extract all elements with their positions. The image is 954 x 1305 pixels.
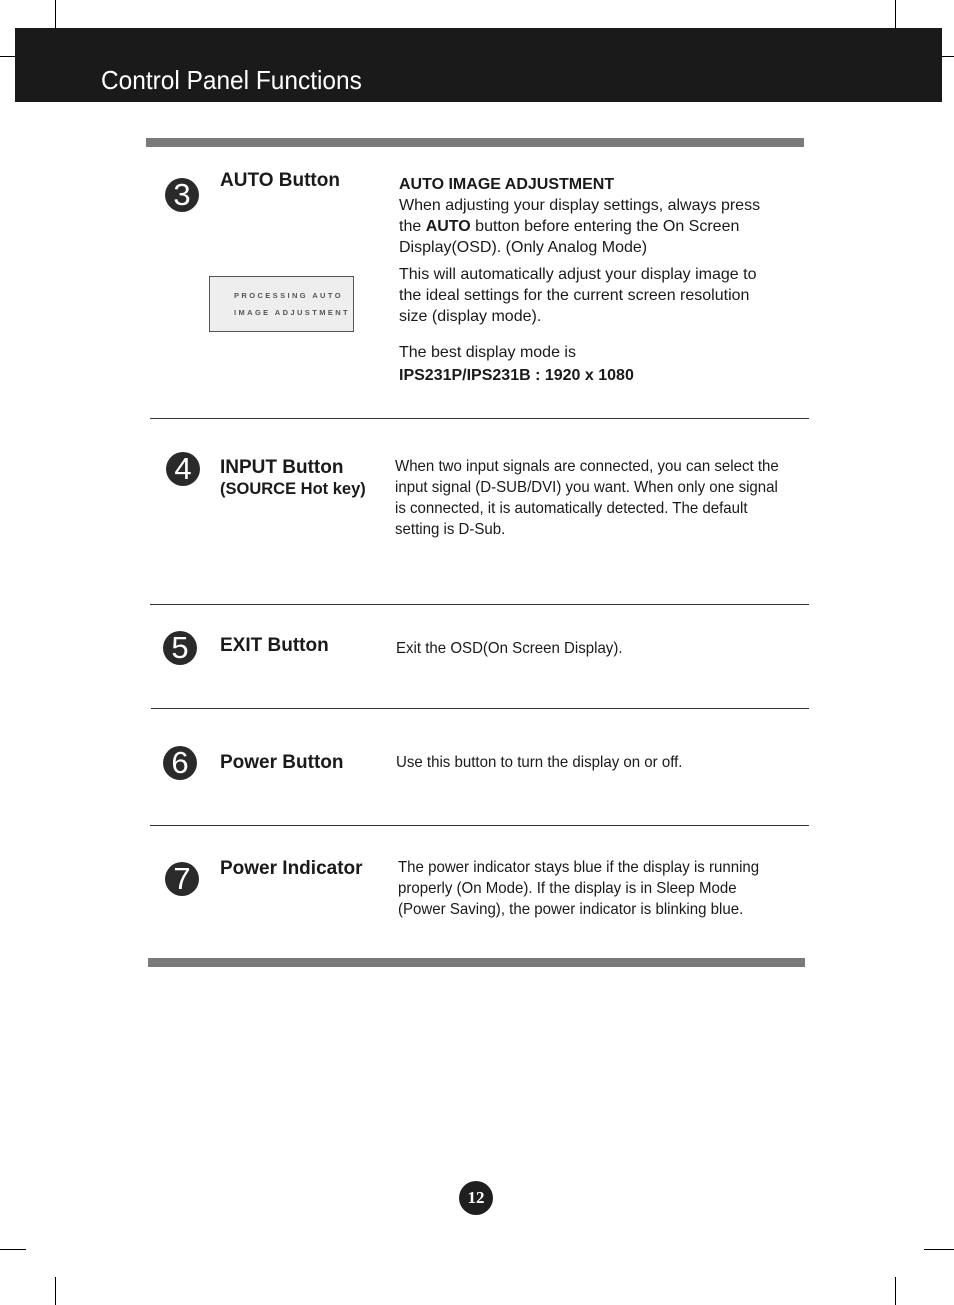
crop-mark	[0, 56, 15, 57]
power-indicator-label: Power Indicator	[220, 858, 363, 879]
page-number-badge: 12	[459, 1181, 493, 1215]
best-mode-value: IPS231P/IPS231B : 1920 x 1080	[399, 367, 634, 384]
item-number-3: 3	[165, 178, 199, 212]
exit-button-label: EXIT Button	[220, 635, 329, 656]
section-bottom-rule	[148, 958, 805, 967]
divider	[150, 604, 809, 605]
crop-mark	[940, 56, 954, 57]
crop-mark	[895, 0, 896, 28]
best-mode-label: The best display mode is	[399, 344, 576, 361]
crop-mark	[924, 1249, 954, 1250]
osd-line-2: IMAGE ADJUSTMENT	[234, 308, 351, 317]
crop-mark	[55, 0, 56, 28]
osd-line-1: PROCESSING AUTO	[234, 291, 343, 300]
section-top-rule	[146, 138, 804, 147]
item-number-4: 4	[166, 452, 200, 486]
item-number-5: 5	[163, 631, 197, 665]
auto-text-line: size (display mode).	[399, 308, 542, 325]
auto-button-label: AUTO Button	[220, 170, 340, 191]
page-title: Control Panel Functions	[101, 65, 362, 95]
power-description: Use this button to turn the display on or off.	[396, 754, 683, 771]
input-description: When two input signals are connected, you can select the input signal (D-SUB/DVI) you want. When only one signal is connected, it is automatically detected. The default setting is D-Sub.	[395, 458, 779, 538]
power-indicator-description: The power indicator stays blue if the display is running properly (On Mode). If the display is in Sleep Mode (Power Saving), the power indicator is blinking blue.	[398, 859, 760, 918]
divider	[150, 825, 809, 826]
input-button-sublabel: (SOURCE Hot key)	[220, 480, 366, 498]
auto-text-line: When adjusting your display settings, always press	[399, 197, 761, 214]
item-number-6: 6	[163, 746, 197, 780]
divider	[150, 418, 809, 419]
crop-mark	[895, 1277, 896, 1305]
item-number-7: 7	[165, 862, 199, 896]
auto-text-line: Display(OSD). (Only Analog Mode)	[399, 239, 648, 256]
auto-text-line: This will automatically adjust your display image to	[399, 266, 757, 283]
auto-description	[399, 174, 809, 386]
osd-processing-message	[209, 276, 354, 332]
input-button-label: INPUT Button	[220, 457, 344, 478]
power-button-label: Power Button	[220, 752, 344, 773]
auto-keyword: AUTO	[425, 218, 471, 235]
auto-text-line: the ideal settings for the current screen resolution	[399, 287, 750, 304]
auto-text-line: the AUTO button before entering the On Screen	[399, 218, 740, 235]
crop-mark	[55, 1277, 56, 1305]
auto-heading: AUTO IMAGE ADJUSTMENT	[399, 176, 615, 193]
divider	[151, 708, 809, 709]
exit-description: Exit the OSD(On Screen Display).	[396, 640, 623, 657]
crop-mark	[0, 1249, 26, 1250]
